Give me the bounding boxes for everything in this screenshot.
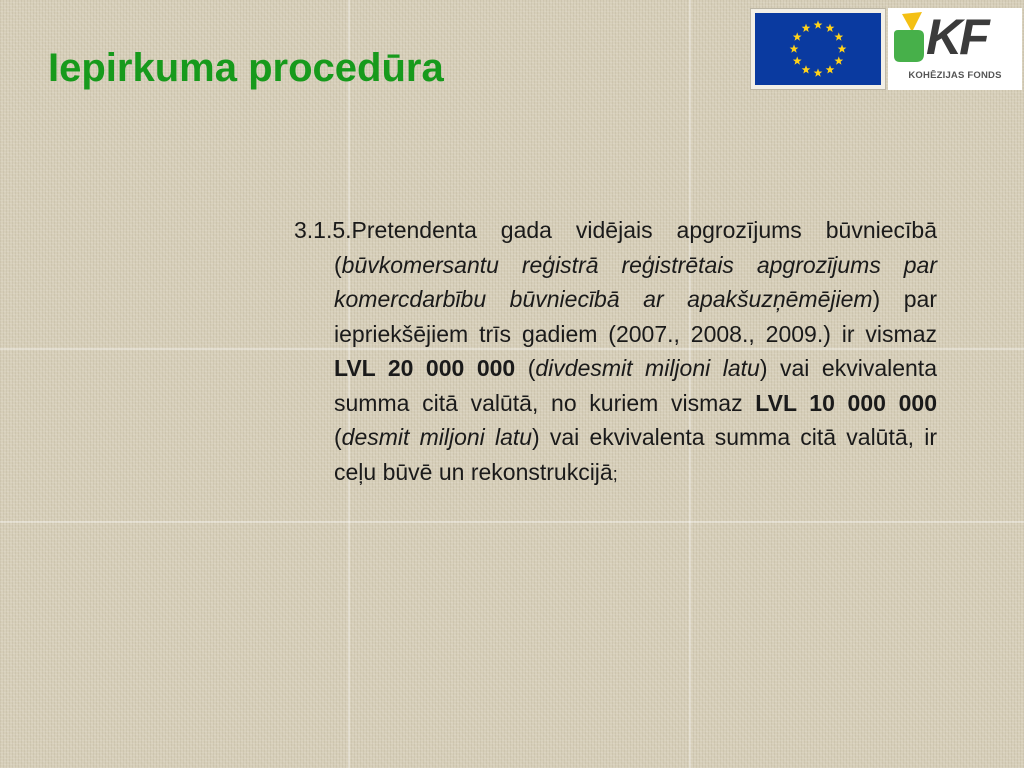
kf-logo-caption: KOHĒZIJAS FONDS <box>908 70 1002 81</box>
text-segment-normal: ) par iepriekšējiem trīs gadiem (2007., 2008., 2009.) ir vismaz <box>334 286 937 347</box>
text-segment-italic: būvkomersantu reģistrā reģistrētais apgrozījums par komercdarbību būvniecībā ar apakšuzņēmējiem <box>334 251 937 312</box>
kohezijas-fonds-logo <box>888 8 1022 90</box>
text-segment-normal: ( <box>334 424 342 450</box>
eu-flag-icon <box>755 13 881 85</box>
background-grid-line <box>0 521 1024 523</box>
text-segment-normal: 3.1.5.Pretendenta gada vidējais apgrozījums būvniecībā ( <box>294 217 937 278</box>
content-area <box>294 213 937 491</box>
text-segment-bold: LVL 20 000 000 <box>334 355 516 381</box>
logo-group <box>750 8 1022 90</box>
text-segment-normal: ) vai ekvivalenta summa citā valūtā, no kuriem vismaz <box>334 355 937 416</box>
kf-logo-letters: KF <box>926 9 987 65</box>
text-segment-bold: LVL 10 000 000 <box>755 389 937 416</box>
text-segment-italic: desmit miljoni latu <box>341 424 533 450</box>
slide-title: Iepirkuma procedūra <box>48 46 444 90</box>
eu-flag-logo <box>750 8 886 90</box>
text-segment-italic: divdesmit miljoni latu <box>535 355 760 381</box>
kf-leaf-icon <box>892 10 928 70</box>
requirement-paragraph <box>294 213 937 491</box>
text-segment-small: ; <box>612 463 618 484</box>
text-segment-normal: ( <box>515 355 536 381</box>
text-segment-normal: ) vai ekvivalenta summa citā valūtā, ir ceļu būvē un rekonstrukcijā <box>334 424 937 485</box>
